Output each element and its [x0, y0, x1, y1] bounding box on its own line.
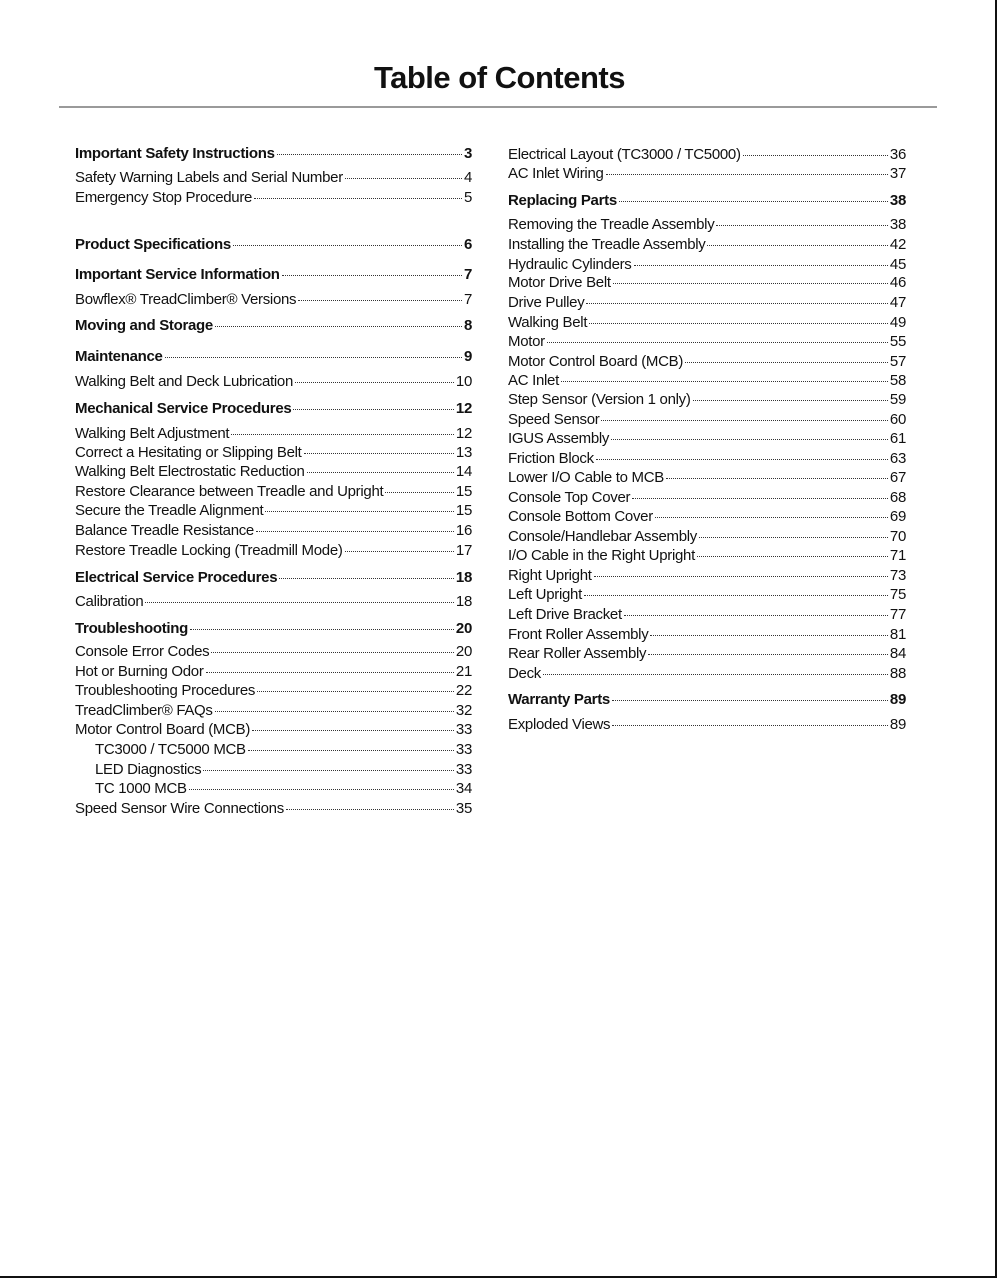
toc-entry[interactable] — [508, 489, 906, 507]
toc-entry-label: Hot or Burning Odor — [75, 663, 204, 680]
dot-leader — [211, 652, 454, 653]
toc-entry-label: Important Safety Instructions — [75, 145, 275, 162]
toc-entry-label: Walking Belt Adjustment — [75, 425, 230, 442]
toc-entry[interactable] — [75, 425, 472, 443]
toc-entry[interactable] — [95, 761, 472, 779]
page-title: Table of Contents — [374, 60, 625, 95]
toc-entry-page-number: 89 — [889, 716, 906, 733]
toc-entry-label: Mechanical Service Procedures — [75, 400, 292, 417]
toc-section-entry[interactable] — [75, 400, 472, 418]
toc-entry-label: Correct a Hesitating or Slipping Belt — [75, 444, 302, 461]
dot-leader — [547, 342, 888, 343]
toc-entry-page-number: 16 — [455, 522, 472, 539]
dot-leader — [561, 381, 888, 382]
toc-entry-page-number: 22 — [455, 682, 472, 699]
toc-entry[interactable] — [508, 411, 906, 429]
dot-leader — [282, 275, 462, 276]
toc-entry-label: I/O Cable in the Right Upright — [508, 547, 695, 564]
toc-entry-label: Right Upright — [508, 567, 592, 584]
toc-entry-page-number: 18 — [455, 593, 472, 610]
toc-entry[interactable] — [95, 780, 472, 798]
dot-leader — [165, 357, 462, 358]
toc-entry-page-number: 32 — [455, 702, 472, 719]
toc-entry[interactable] — [75, 702, 472, 720]
dot-leader — [716, 225, 888, 226]
toc-entry-page-number: 38 — [889, 216, 906, 233]
toc-entry-page-number: 15 — [455, 502, 472, 519]
toc-entry-page-number: 35 — [455, 800, 472, 817]
dot-leader — [252, 730, 454, 731]
dot-leader — [612, 700, 888, 701]
toc-entry-page-number: 7 — [463, 266, 472, 283]
toc-entry-label: Restore Treadle Locking (Treadmill Mode) — [75, 542, 343, 559]
dot-leader — [254, 198, 462, 199]
toc-entry-label: TreadClimber® FAQs — [75, 702, 213, 719]
toc-entry[interactable] — [75, 189, 472, 207]
toc-entry-label: Walking Belt Electrostatic Reduction — [75, 463, 305, 480]
toc-entry-label: Restore Clearance between Treadle and Upright — [75, 483, 384, 500]
toc-entry[interactable] — [508, 372, 906, 390]
dot-leader — [589, 323, 888, 324]
toc-entry[interactable] — [95, 741, 472, 759]
dot-leader — [697, 556, 888, 557]
toc-entry-page-number: 46 — [889, 274, 906, 291]
toc-entry[interactable] — [75, 502, 472, 520]
toc-entry-page-number: 21 — [455, 663, 472, 680]
toc-entry-label: Moving and Storage — [75, 317, 213, 334]
toc-entry[interactable] — [508, 469, 906, 487]
dot-leader — [257, 691, 454, 692]
toc-entry-page-number: 68 — [889, 489, 906, 506]
toc-entry-page-number: 59 — [889, 391, 906, 408]
dot-leader — [279, 578, 454, 579]
toc-entry-label: Front Roller Assembly — [508, 626, 649, 643]
toc-entry[interactable] — [75, 169, 472, 187]
toc-entry-label: Motor — [508, 333, 545, 350]
toc-entry-page-number: 6 — [463, 236, 472, 253]
dot-leader — [145, 602, 454, 603]
toc-entry-label: Important Service Information — [75, 266, 280, 283]
toc-entry[interactable] — [508, 333, 906, 351]
toc-entry-label: Maintenance — [75, 348, 163, 365]
toc-entry-page-number: 69 — [889, 508, 906, 525]
dot-leader — [611, 439, 888, 440]
toc-entry-page-number: 10 — [455, 373, 472, 390]
toc-entry-page-number: 37 — [889, 165, 906, 182]
toc-entry[interactable] — [75, 522, 472, 540]
toc-entry[interactable] — [508, 508, 906, 526]
dot-leader — [215, 711, 454, 712]
toc-entry-label: Hydraulic Cylinders — [508, 256, 632, 273]
toc-entry-label: Left Upright — [508, 586, 582, 603]
dot-leader — [624, 615, 888, 616]
toc-entry[interactable] — [508, 256, 906, 274]
dot-leader — [307, 472, 454, 473]
toc-entry-label: Console/Handlebar Assembly — [508, 528, 697, 545]
toc-entry-page-number: 18 — [455, 569, 472, 586]
toc-entry[interactable] — [508, 274, 906, 292]
toc-entry[interactable] — [508, 236, 906, 254]
toc-entry[interactable] — [508, 645, 906, 663]
toc-section-entry[interactable] — [75, 266, 472, 284]
toc-entry-page-number: 12 — [455, 400, 472, 417]
toc-entry[interactable] — [508, 165, 906, 183]
toc-entry[interactable] — [508, 586, 906, 604]
dot-leader — [632, 498, 888, 499]
toc-entry-label: Replacing Parts — [508, 192, 617, 209]
toc-entry-label: Drive Pulley — [508, 294, 585, 311]
dot-leader — [304, 453, 454, 454]
toc-entry-page-number: 70 — [889, 528, 906, 545]
toc-entry[interactable] — [75, 291, 472, 309]
toc-entry-page-number: 33 — [455, 761, 472, 778]
toc-entry-page-number: 13 — [455, 444, 472, 461]
toc-entry-label: TC3000 / TC5000 MCB — [95, 741, 246, 758]
toc-entry-label: LED Diagnostics — [95, 761, 202, 778]
dot-leader — [248, 750, 454, 751]
toc-entry-page-number: 47 — [889, 294, 906, 311]
toc-section-entry[interactable] — [508, 691, 906, 709]
toc-entry-page-number: 20 — [455, 643, 472, 660]
dot-leader — [650, 635, 887, 636]
toc-entry-page-number: 8 — [463, 317, 472, 334]
dot-leader — [743, 155, 888, 156]
toc-entry-label: Speed Sensor — [508, 411, 600, 428]
toc-entry-label: TC 1000 MCB — [95, 780, 187, 797]
toc-section-entry[interactable] — [75, 317, 472, 335]
toc-entry-label: Friction Block — [508, 450, 594, 467]
toc-section-entry[interactable] — [508, 192, 906, 210]
toc-entry[interactable] — [75, 542, 472, 560]
dot-leader — [666, 478, 888, 479]
toc-entry[interactable] — [508, 430, 906, 448]
toc-entry[interactable] — [75, 593, 472, 611]
toc-entry-page-number: 88 — [889, 665, 906, 682]
toc-entry-label: Speed Sensor Wire Connections — [75, 800, 284, 817]
toc-entry-label: Installing the Treadle Assembly — [508, 236, 706, 253]
toc-section-entry[interactable] — [75, 145, 472, 163]
dot-leader — [293, 409, 453, 410]
dot-leader — [619, 201, 888, 202]
toc-entry-page-number: 55 — [889, 333, 906, 350]
toc-entry-label: Product Specifications — [75, 236, 231, 253]
toc-entry[interactable] — [508, 716, 906, 734]
toc-entry-label: Warranty Parts — [508, 691, 610, 708]
toc-entry-label: Safety Warning Labels and Serial Number — [75, 169, 343, 186]
toc-entry-page-number: 34 — [455, 780, 472, 797]
toc-entry-label: Console Bottom Cover — [508, 508, 653, 525]
toc-entry[interactable] — [75, 682, 472, 700]
toc-entry-page-number: 7 — [463, 291, 472, 308]
toc-entry-page-number: 3 — [463, 145, 472, 162]
toc-entry-page-number: 81 — [889, 626, 906, 643]
title-divider — [59, 106, 937, 108]
toc-entry-label: Electrical Layout (TC3000 / TC5000) — [508, 146, 741, 163]
toc-entry[interactable] — [75, 663, 472, 681]
dot-leader — [693, 400, 888, 401]
toc-entry[interactable] — [75, 373, 472, 391]
toc-entry-page-number: 73 — [889, 567, 906, 584]
dot-leader — [286, 809, 454, 810]
toc-entry-page-number: 4 — [463, 169, 472, 186]
toc-entry-label: Lower I/O Cable to MCB — [508, 469, 664, 486]
toc-entry[interactable] — [508, 547, 906, 565]
toc-entry[interactable] — [508, 606, 906, 624]
toc-entry[interactable] — [508, 353, 906, 371]
toc-entry[interactable] — [75, 800, 472, 818]
dot-leader — [655, 517, 888, 518]
dot-leader — [206, 672, 454, 673]
toc-entry-label: Removing the Treadle Assembly — [508, 216, 715, 233]
dot-leader — [256, 531, 454, 532]
toc-entry-page-number: 58 — [889, 372, 906, 389]
toc-entry-page-number: 71 — [889, 547, 906, 564]
toc-entry-label: AC Inlet — [508, 372, 559, 389]
toc-section-entry[interactable] — [75, 348, 472, 366]
dot-leader — [699, 537, 888, 538]
toc-entry-page-number: 63 — [889, 450, 906, 467]
toc-entry-page-number: 36 — [889, 146, 906, 163]
toc-entry-page-number: 60 — [889, 411, 906, 428]
toc-entry-label: Rear Roller Assembly — [508, 645, 647, 662]
dot-leader — [601, 420, 887, 421]
toc-entry-label: Deck — [508, 665, 541, 682]
dot-leader — [685, 362, 888, 363]
dot-leader — [231, 434, 454, 435]
toc-entry-page-number: 61 — [889, 430, 906, 447]
toc-entry-page-number: 5 — [463, 189, 472, 206]
toc-entry-label: Walking Belt — [508, 314, 588, 331]
toc-entry-page-number: 49 — [889, 314, 906, 331]
dot-leader — [606, 174, 888, 175]
toc-entry-label: Console Top Cover — [508, 489, 631, 506]
dot-leader — [265, 511, 454, 512]
dot-leader — [634, 265, 888, 266]
toc-entry-label: Electrical Service Procedures — [75, 569, 278, 586]
toc-entry[interactable] — [508, 314, 906, 332]
dot-leader — [233, 245, 462, 246]
dot-leader — [385, 492, 454, 493]
toc-entry[interactable] — [508, 626, 906, 644]
toc-entry-label: Motor Drive Belt — [508, 274, 611, 291]
toc-entry-page-number: 84 — [889, 645, 906, 662]
dot-leader — [189, 789, 454, 790]
toc-entry[interactable] — [75, 483, 472, 501]
toc-entry-label: Motor Control Board (MCB) — [508, 353, 684, 370]
dot-leader — [295, 382, 454, 383]
toc-entry-page-number: 77 — [889, 606, 906, 623]
toc-entry[interactable] — [508, 528, 906, 546]
toc-entry[interactable] — [508, 450, 906, 468]
toc-entry-page-number: 57 — [889, 353, 906, 370]
dot-leader — [203, 770, 454, 771]
toc-entry-page-number: 33 — [455, 741, 472, 758]
toc-section-entry[interactable] — [75, 620, 472, 638]
toc-section-entry[interactable] — [75, 569, 472, 587]
toc-entry-label: Troubleshooting Procedures — [75, 682, 256, 699]
toc-entry-page-number: 33 — [455, 721, 472, 738]
toc-entry-page-number: 67 — [889, 469, 906, 486]
toc-entry-page-number: 38 — [889, 192, 906, 209]
toc-entry[interactable] — [508, 391, 906, 409]
toc-entry-page-number: 15 — [455, 483, 472, 500]
dot-leader — [612, 725, 888, 726]
toc-entry-label: Console Error Codes — [75, 643, 210, 660]
toc-entry-label: Balance Treadle Resistance — [75, 522, 254, 539]
toc-entry-page-number: 45 — [889, 256, 906, 273]
dot-leader — [277, 154, 462, 155]
toc-entry-label: Emergency Stop Procedure — [75, 189, 253, 206]
toc-entry-label: Walking Belt and Deck Lubrication — [75, 373, 293, 390]
toc-section-entry[interactable] — [75, 236, 472, 254]
toc-entry-page-number: 9 — [463, 348, 472, 365]
toc-entry-label: AC Inlet Wiring — [508, 165, 604, 182]
toc-entry-label: Step Sensor (Version 1 only) — [508, 391, 691, 408]
toc-entry[interactable] — [75, 721, 472, 739]
dot-leader — [345, 551, 454, 552]
toc-entry-page-number: 17 — [455, 542, 472, 559]
toc-entry-label: Calibration — [75, 593, 144, 610]
dot-leader — [596, 459, 888, 460]
toc-entry[interactable] — [75, 643, 472, 661]
dot-leader — [586, 303, 887, 304]
dot-leader — [543, 674, 888, 675]
toc-entry-label: IGUS Assembly — [508, 430, 610, 447]
toc-entry-label: Secure the Treadle Alignment — [75, 502, 264, 519]
toc-entry-label: Exploded Views — [508, 716, 611, 733]
dot-leader — [613, 283, 888, 284]
toc-entry-page-number: 42 — [889, 236, 906, 253]
toc-entry-page-number: 14 — [455, 463, 472, 480]
toc-entry[interactable] — [75, 463, 472, 481]
dot-leader — [345, 178, 462, 179]
toc-entry-page-number: 20 — [455, 620, 472, 637]
toc-entry[interactable] — [508, 665, 906, 683]
toc-entry-page-number: 12 — [455, 425, 472, 442]
toc-entry[interactable] — [508, 216, 906, 234]
dot-leader — [190, 629, 454, 630]
dot-leader — [298, 300, 462, 301]
toc-entry[interactable] — [508, 567, 906, 585]
toc-entry[interactable] — [508, 294, 906, 312]
dot-leader — [648, 654, 888, 655]
dot-leader — [584, 595, 888, 596]
dot-leader — [215, 326, 462, 327]
toc-entry[interactable] — [75, 444, 472, 462]
dot-leader — [707, 245, 887, 246]
toc-entry-label: Troubleshooting — [75, 620, 188, 637]
toc-entry-page-number: 75 — [889, 586, 906, 603]
toc-entry-label: Left Drive Bracket — [508, 606, 622, 623]
toc-entry-page-number: 89 — [889, 691, 906, 708]
toc-entry-label: Motor Control Board (MCB) — [75, 721, 251, 738]
toc-entry[interactable] — [508, 146, 906, 164]
dot-leader — [594, 576, 888, 577]
toc-entry-label: Bowflex® TreadClimber® Versions — [75, 291, 297, 308]
